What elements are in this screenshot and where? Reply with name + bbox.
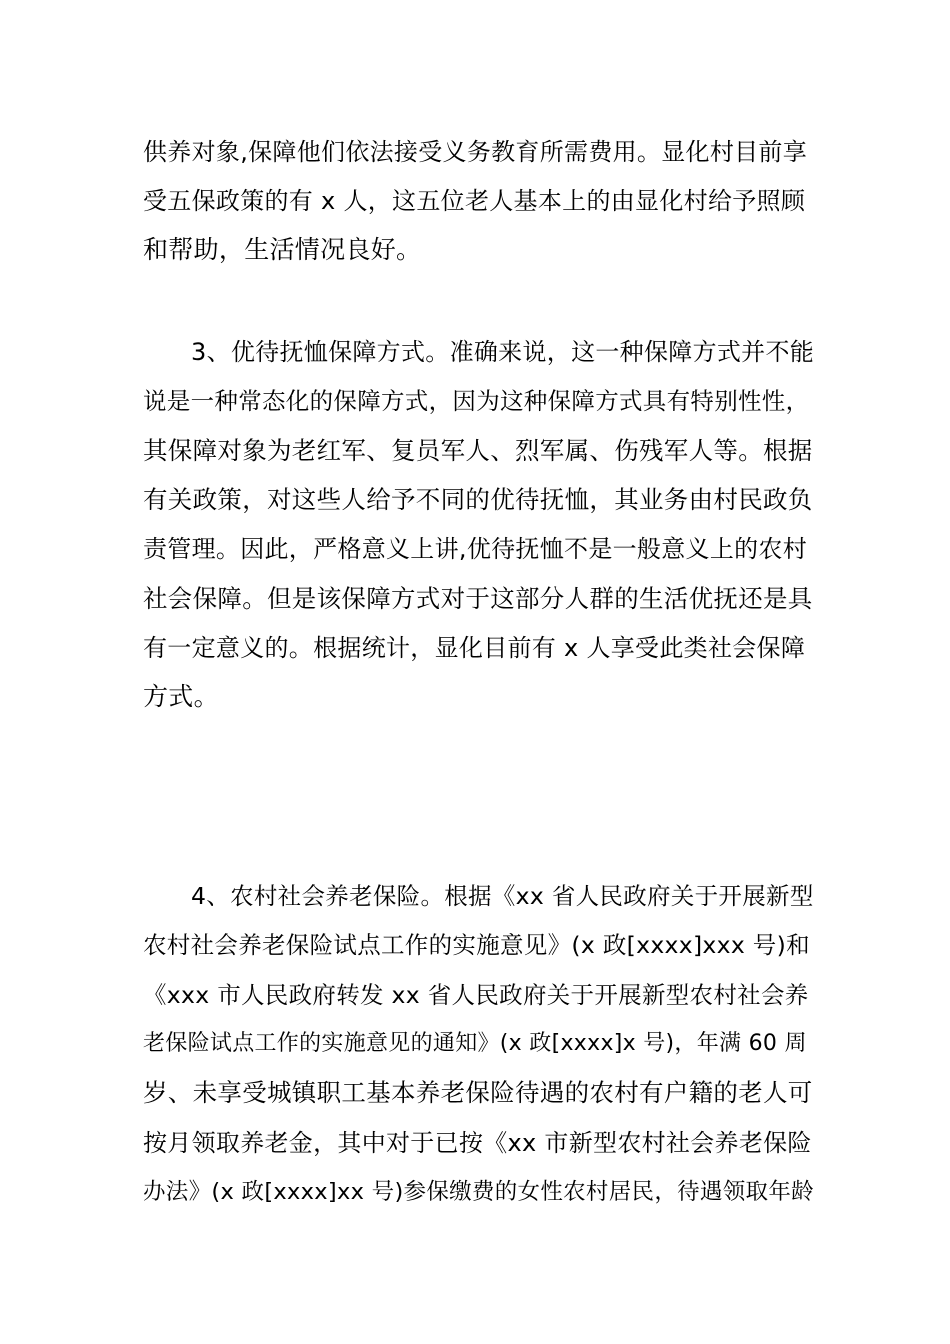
paragraph-2-line-3: 其保障对象为老红军、复员军人、烈军属、伤残军人等。根据	[143, 436, 813, 465]
paragraph-3-line-1: 4、农村社会养老保险。根据《xx 省人民政府关于开展新型	[191, 882, 814, 910]
paragraph-1-line-2: 受五保政策的有 x 人，这五位老人基本上的由显化村给予照顾	[143, 187, 806, 215]
paragraph-3-line-7: 办法》(x 政[xxxx]xx 号)参保缴费的女性农村居民，待遇领取年龄	[143, 1179, 814, 1205]
paragraph-2-line-1: 3、优待抚恤保障方式。准确来说，这一种保障方式并不能	[191, 338, 815, 366]
paragraph-3-line-6: 按月领取养老金，其中对于已按《xx 市新型农村社会养老保险	[143, 1129, 812, 1157]
paragraph-2-line-2: 说是一种常态化的保障方式，因为这种保障方式具有特别性性，	[143, 387, 810, 415]
paragraph-1-line-3: 和帮助，生活情况良好。	[143, 235, 422, 264]
paragraph-2-line-5: 责管理。因此，严格意义上讲,优待抚恤不是一般意义上的农村	[143, 535, 808, 563]
paragraph-2-line-4: 有关政策，对这些人给予不同的优待抚恤，其业务由村民政负	[143, 485, 813, 514]
paragraph-3-line-4: 老保险试点工作的实施意见的通知》(x 政[xxxx]x 号)，年满 60 周	[143, 1031, 807, 1056]
paragraph-3-line-2: 农村社会养老保险试点工作的实施意见》(x 政[xxxx]xxx 号)和	[143, 931, 810, 959]
paragraph-1-line-1: 供养对象,保障他们依法接受义务教育所需费用。显化村目前享	[143, 138, 808, 166]
paragraph-2-line-8: 方式。	[143, 682, 219, 711]
paragraph-2-line-7: 有一定意义的。根据统计，显化目前有 x 人享受此类社会保障	[143, 634, 806, 662]
paragraph-3-line-3: 《xxx 市人民政府转发 xx 省人民政府关于开展新型农村社会养	[143, 981, 809, 1009]
paragraph-2-line-6: 社会保障。但是该保障方式对于这部分人群的生活优抚还是具	[143, 584, 813, 613]
paragraph-3-line-5: 岁、未享受城镇职工基本养老保险待遇的农村有户籍的老人可	[143, 1078, 813, 1107]
